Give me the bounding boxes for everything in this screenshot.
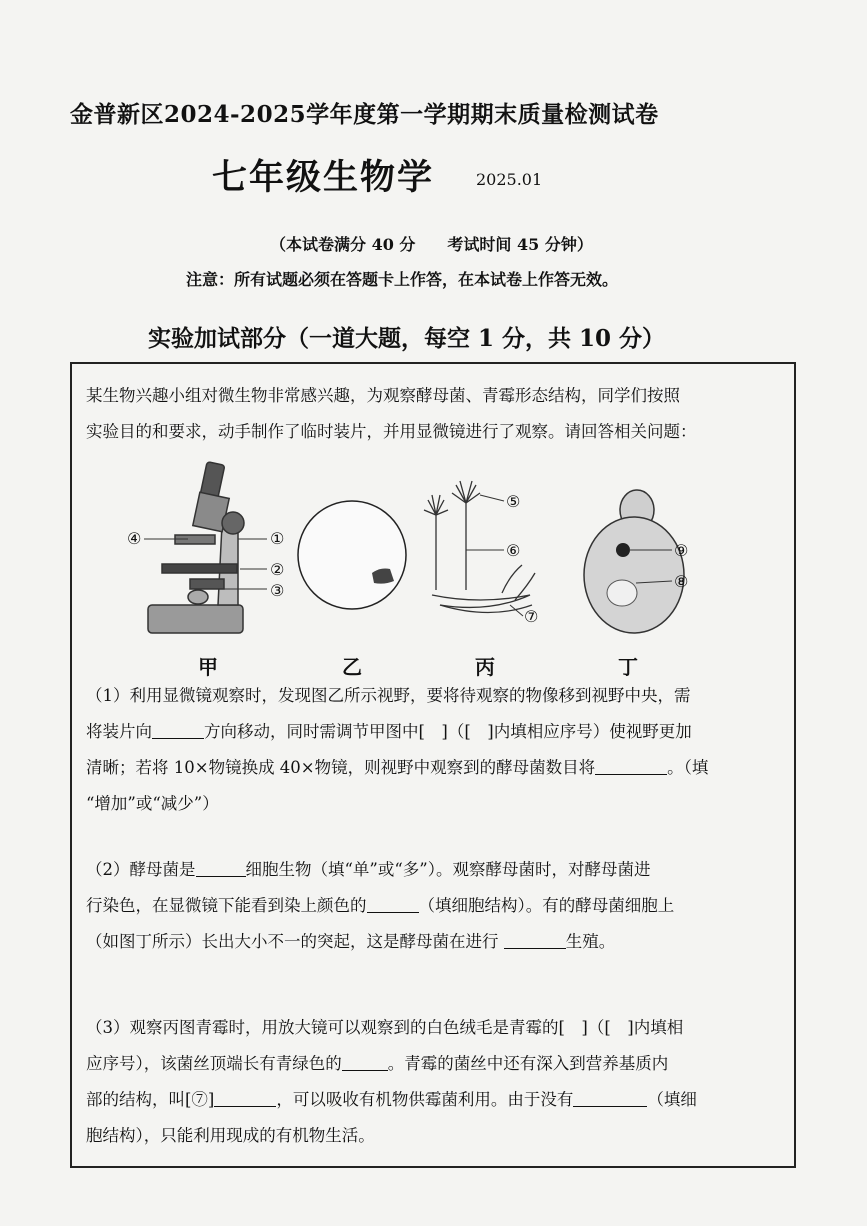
exam-notice: 注意：所有试题必须在答题卡上作答，在本试卷上作答无效。 [186, 270, 619, 289]
exam-title: 金普新区2024-2025学年度第一学期期末质量检测试卷 [70, 101, 659, 128]
q1-line-2 [86, 714, 786, 750]
q2-text-c: 行染色，在显微镜下能看到染上颜色的 [86, 896, 367, 915]
yeast-cell-illustration [584, 490, 684, 633]
q2-line-1 [86, 852, 786, 888]
q3-text-a: 应序号），该菌丝顶端长有青绿色的 [86, 1054, 342, 1073]
q1-line-3 [86, 750, 786, 786]
q3-answer-blank-hypha[interactable] [214, 1088, 276, 1107]
q3-line-1: （3）观察丙图青霉时，用放大镜可以观察到的白色绒毛是青霉的[ ]（[ ]内填相 [86, 1018, 684, 1037]
q3-answer-blank-spore[interactable] [342, 1052, 388, 1071]
question-2 [86, 852, 786, 960]
label-6: ⑥ [506, 541, 521, 560]
label-7: ⑦ [524, 607, 539, 626]
q1-line-4: “增加”或“减少”） [86, 794, 219, 813]
label-3: ③ [270, 581, 285, 600]
caption-bing: 丙 [475, 655, 495, 679]
q1-text-d: 。（填 [667, 758, 709, 777]
label-4: ④ [127, 529, 142, 548]
section-title: 实验加试部分（一道大题，每空 1 分，共 10 分） [148, 325, 666, 352]
microscope-illustration [148, 462, 244, 633]
intro-line-1: 某生物兴趣小组对微生物非常感兴趣，为观察酵母菌、青霉形态结构，同学们按照 [86, 386, 680, 405]
q2-text-b: 细胞生物（填“单”或“多”）。观察酵母菌时，对酵母菌进 [245, 860, 651, 879]
q2-text-f: 生殖。 [565, 932, 616, 951]
callout-5 [480, 495, 504, 501]
label-5: ⑤ [506, 492, 521, 511]
subject-title: 七年级生物学 [212, 157, 435, 198]
q2-text-e: （如图丁所示）长出大小不一的突起，这是酵母菌在进行 [86, 932, 504, 951]
q3-text-e: （填细 [647, 1090, 697, 1109]
q2-answer-blank-reproduction[interactable] [504, 930, 566, 949]
q3-text-d: ，可以吸收有机物供霉菌利用。由于没有 [276, 1090, 574, 1109]
q1-text-b: 方向移动，同时需调节甲图中[ ]（[ ]内填相应序号）使视野更加 [204, 722, 692, 741]
q3-line-3 [86, 1082, 786, 1118]
caption-ding: 丁 [618, 655, 638, 679]
label-2: ② [270, 560, 285, 579]
q2-line-2 [86, 888, 786, 924]
exam-date: 2025.01 [476, 170, 543, 189]
q2-answer-blank-structure[interactable] [367, 894, 419, 913]
question-3 [86, 1010, 786, 1154]
q3-line-2 [86, 1046, 786, 1082]
figure-illustrations [110, 455, 750, 680]
q2-text-d: （填细胞结构）。有的酵母菌细胞上 [418, 896, 675, 915]
q1-answer-blank-count[interactable] [595, 756, 667, 775]
q1-answer-blank-direction[interactable] [152, 720, 204, 739]
caption-jia: 甲 [198, 655, 218, 679]
q3-line-4: 胞结构），只能利用现成的有机物生活。 [86, 1126, 375, 1145]
caption-yi: 乙 [342, 655, 362, 679]
figure-panel [110, 455, 750, 680]
view-field-circle [298, 501, 406, 609]
intro-line-2: 实验目的和要求，动手制作了临时装片，并用显微镜进行了观察。请回答相关问题： [86, 422, 697, 441]
q3-text-b: 。青霉的菌丝中还有深入到营养基质内 [387, 1054, 669, 1073]
q2-answer-blank-cell[interactable] [196, 858, 246, 877]
q1-text-c: 清晰；若将 10×物镜换成 40×物镜，则视野中观察到的酵母菌数目将 [86, 758, 596, 777]
question-1 [86, 678, 786, 822]
intro-text [86, 378, 786, 450]
q1-text-a: 将装片向 [86, 722, 152, 741]
label-8: ⑧ [674, 572, 689, 591]
label-9: ⑨ [674, 541, 689, 560]
q3-text-c: 部的结构，叫[⑦] [86, 1090, 215, 1109]
label-1: ① [270, 529, 285, 548]
q2-line-3 [86, 924, 786, 960]
q3-answer-blank-structure[interactable] [573, 1088, 647, 1107]
q1-line-1: （1）利用显微镜观察时，发现图乙所示视野，要将待观察的物像移到视野中央，需 [86, 686, 691, 705]
q2-text-a: （2）酵母菌是 [86, 860, 196, 879]
exam-info: （本试卷满分 40 分 考试时间 45 分钟） [270, 235, 593, 254]
